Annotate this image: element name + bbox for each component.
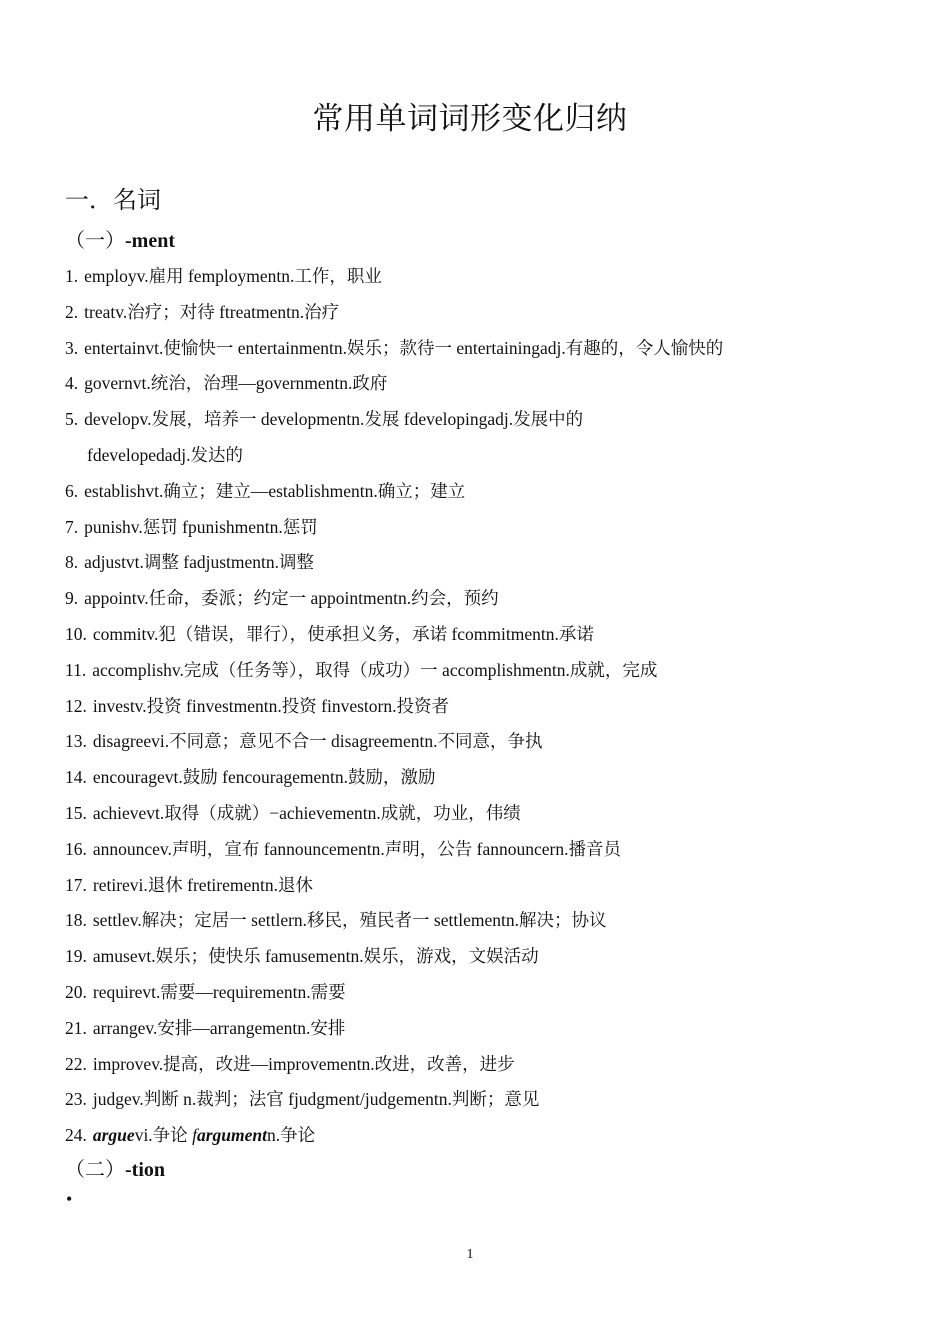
item-text: governvt.统治，治理—governmentn.政府 [84, 373, 388, 394]
subsection-suffix: -ment [125, 230, 175, 252]
item-number: 13. [65, 731, 87, 752]
item-number: 12. [65, 695, 87, 716]
item-number: 21. [65, 1017, 87, 1038]
list-item [65, 832, 885, 868]
list-item [65, 331, 885, 367]
page-number: 1 [466, 1247, 474, 1262]
item-text: adjustvt.调整 fadjustmentn.调整 [84, 552, 315, 573]
list-item [65, 617, 885, 653]
list-item [65, 1082, 885, 1118]
item-number: 20. [65, 981, 87, 1002]
item-number: 22. [65, 1053, 87, 1074]
list-item [65, 474, 885, 510]
item-text: employv.雇用 femploymentn.工作，职业 [84, 266, 382, 286]
item-text: commitv.犯（错误，罪行），使承担义务，承诺 fcommitmentn.承诺 [92, 623, 594, 644]
item-number: 5. [65, 409, 79, 430]
item-number: 6. [65, 480, 79, 501]
item-arrow: f [192, 1125, 197, 1146]
item-text: developv.发展，培养一 developmentn.发展 fdevelopingadj.发展中的 [84, 409, 584, 430]
subsection-suffix: -tion [125, 1159, 165, 1181]
subsection-number: （二） [65, 1157, 125, 1181]
item-number: 16. [65, 838, 87, 859]
item-text: settlev.解决；定居一 settlern.移民，殖民者一 settlementn.解决；协议 [92, 910, 607, 931]
item-text: punishv.惩罚 fpunishmentn.惩罚 [84, 516, 318, 537]
item-text-part: vi.争论 [134, 1125, 193, 1146]
list-item [65, 760, 885, 796]
list-item [65, 796, 885, 832]
item-text: appointv.任命，委派；约定一 appointmentn.约会，预约 [84, 588, 499, 609]
item-text: amusevt.娱乐；使快乐 famusementn.娱乐，游戏，文娱活动 [92, 946, 539, 967]
item-number: 18. [65, 910, 87, 931]
list-item [65, 868, 885, 904]
list-item [65, 295, 885, 331]
subsection-heading-ment [65, 224, 175, 253]
item-number: 17. [65, 874, 87, 895]
item-text: disagreevi.不同意；意见不合一 disagreementn.不同意，争执 [92, 731, 543, 752]
item-number: 4. [65, 373, 79, 394]
section-heading-nouns: 一．名词 [65, 186, 161, 214]
item-text: improvev.提高，改进—improvementn.改进，改善，进步 [92, 1053, 515, 1074]
item-number: 15. [65, 802, 87, 823]
item-text: arrangev.安排—arrangementn.安排 [92, 1017, 346, 1038]
item-number: 24. [65, 1125, 87, 1146]
list-item [65, 259, 885, 295]
item-word-bold: argue [92, 1125, 135, 1146]
list-item [65, 1047, 885, 1083]
item-text: treatv.治疗；对待 ftreatmentn.治疗 [84, 301, 340, 322]
item-text: retirevi.退休 fretirementn.退休 [92, 874, 314, 895]
item-number: 23. [65, 1089, 87, 1110]
item-continuation: fdevelopedadj.发达的 [87, 444, 243, 465]
list-item [65, 402, 885, 474]
list-item [65, 510, 885, 546]
list-item [65, 653, 885, 689]
item-number: 19. [65, 946, 87, 967]
item-text: encouragevt.鼓励 fencouragementn.鼓励，激励 [92, 767, 436, 788]
list-item [65, 545, 885, 581]
item-text-part: n.争论 [266, 1125, 316, 1146]
list-item [65, 724, 885, 760]
item-number: 10. [65, 623, 87, 644]
list-item [65, 903, 885, 939]
list-item [65, 689, 885, 725]
word-list [65, 259, 885, 1154]
item-number: 8. [65, 552, 79, 573]
subsection-number: （一） [65, 228, 125, 252]
item-text [93, 1125, 315, 1145]
item-number: 2. [65, 301, 79, 322]
item-word-bold: argument [196, 1125, 267, 1146]
bullet-marker: • [66, 1189, 73, 1209]
item-text: accomplishv.完成（任务等），取得（成功）一 accomplishmentn.成就，完成 [92, 659, 658, 680]
list-item [65, 939, 885, 975]
item-text: announcev.声明，宣布 fannouncementn.声明，公告 fannouncern.播音员 [92, 838, 621, 859]
item-number: 11. [65, 659, 87, 680]
item-number: 7. [65, 516, 79, 537]
list-item [65, 975, 885, 1011]
list-item [65, 366, 885, 402]
list-item [65, 581, 885, 617]
item-text: investv.投资 finvestmentn.投资 finvestorn.投资者 [92, 695, 449, 716]
item-number: 14. [65, 767, 87, 788]
item-number: 3. [65, 337, 79, 358]
item-text: judgev.判断 n.裁判；法官 fjudgment/judgementn.判断；意见 [92, 1089, 540, 1110]
subsection-heading-tion [65, 1153, 165, 1182]
list-item [65, 1011, 885, 1047]
item-text: requirevt.需要—requirementn.需要 [92, 981, 346, 1002]
document-title: 常用单词词形变化归纳 [312, 101, 628, 137]
item-text: entertainvt.使愉快一 entertainmentn.娱乐；款待一 entertainingadj.有趣的，令人愉快的 [84, 337, 724, 358]
item-text: achievevt.取得（成就）−achievementn.成就，功业，伟绩 [92, 802, 521, 823]
item-number: 9. [65, 588, 79, 609]
item-text: establishvt.确立；建立—establishmentn.确立；建立 [84, 480, 466, 501]
list-item [65, 1118, 885, 1154]
item-number: 1. [65, 266, 79, 286]
